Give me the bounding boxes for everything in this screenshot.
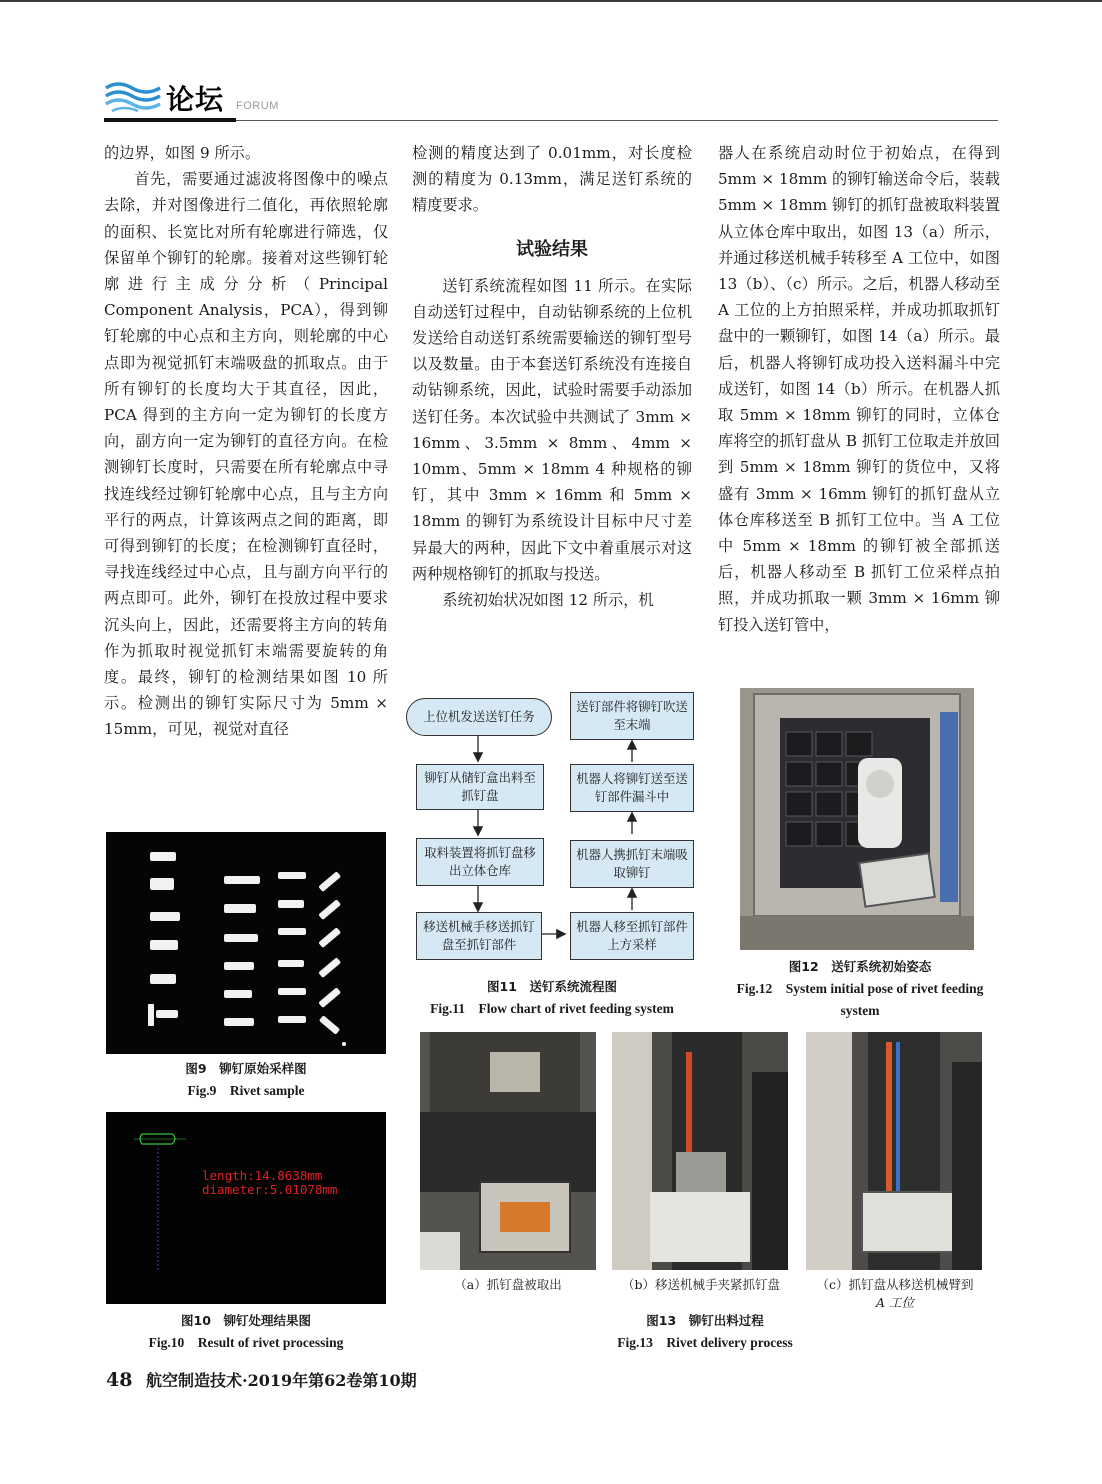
- paragraph: 送钉系统流程如图 11 所示。在实际自动送钉过程中，自动钻铆系统的上位机发送给自动送钉系统需要输送的铆钉型号以及数量。由于本套送钉系统没有连接自动钻铆系统，因此，试验时需要手动添加送钉任务。本次试验中共测试了 3mm × 16mm、3.5mm × 8mm、4mm × 10mm、5mm × 18mm 4 种规格的铆钉，其中 3mm × 16mm 和 5mm × 18mm 的铆钉为系统设计目标中尺寸差异最大的两种，因此下文中着重展示对这两种规格铆钉的抓取与投送。: [412, 276, 692, 583]
- column-1: [104, 140, 388, 743]
- column-2: [412, 140, 692, 613]
- flowchart: [406, 684, 698, 970]
- paragraph: 器人在系统启动时位于初始点，在得到 5mm × 18mm 的铆钉输送命令后，装载 5mm × 18mm 铆钉的抓钉盘被取料装置从立体仓库中取出，如图 13（a）所示，并通过移送机械手转移至 A 工位中，如图 13（b）、（c）所示。之后，机器人移动至 A 工位的上方拍照采样，并成功抓取抓钉盘中的一颗铆钉，如图 14（a）所示。最后，机器人将铆钉成功投入送料漏斗中完成送钉，如图 14（b）所示。在机器人抓取 5mm × 18mm 铆钉的同时，立体仓库将空的抓钉盘从 B 抓钉工位取走并放回到 5mm × 18mm 铆钉的货位中，又将盛有 3mm × 16mm 铆钉的抓钉盘从立体仓库移送至 B 抓钉工位中。当 A 工位中 5mm × 18mm 的铆钉被全部抓送后，机器人移动至 B 抓钉工位采样点拍照，并成功抓取一颗 3mm × 16mm 铆钉投入送钉管中，: [718, 144, 1000, 634]
- flow-step-6: 机器人携抓钉末端吸取铆钉: [570, 840, 694, 888]
- flow-step-4: 移送机械手移送抓钉盘至抓钉部件: [416, 912, 542, 960]
- fig12-caption-cn: 图12 送钉系统初始姿态: [788, 959, 932, 974]
- rivet-contour-drawing: [106, 1112, 386, 1304]
- fig12-caption: [718, 956, 1002, 1022]
- flow-step-2: 铆钉从储钉盒出料至抓钉盘: [416, 764, 544, 810]
- measurement-overlay: [202, 1169, 337, 1197]
- fig11-caption-cn: 图11 送钉系统流程图: [487, 979, 617, 994]
- top-border: [0, 0, 1102, 2]
- length-readout: length:14.8638mm: [202, 1168, 323, 1183]
- header-rule-thin: [236, 120, 998, 121]
- photo-13a-tray-removed: [420, 1032, 596, 1270]
- photo-13b-drawing: [612, 1032, 788, 1270]
- paragraph: 检测的精度达到了 0.01mm，对长度检测的精度为 0.13mm，满足送钉系统的精度要求。: [412, 144, 692, 215]
- rivet-sample-image: [106, 832, 386, 1054]
- flow-step-5: 机器人移至抓钉部件上方采样: [570, 912, 694, 960]
- page-footer: [106, 1368, 417, 1391]
- photo-13b-gripper-clamps-tray: [612, 1032, 788, 1270]
- fig13b-subcaption: （b）移送机械手夹紧抓钉盘: [621, 1277, 780, 1292]
- fig10-caption: [106, 1310, 386, 1354]
- fig13c-subcaption-line1: （c）抓钉盘从移送机械臂到: [816, 1277, 974, 1292]
- fig11-caption-en: Fig.11 Flow chart of rivet feeding system: [430, 1001, 674, 1016]
- section-title-cn: 论坛: [166, 83, 225, 116]
- photo-13c-drawing: [806, 1032, 982, 1270]
- fig10-caption-en: Fig.10 Result of rivet processing: [148, 1335, 344, 1350]
- fig9-caption-en: Fig.9 Rivet sample: [187, 1083, 305, 1098]
- fig9-caption-cn: 图9 铆钉原始采样图: [185, 1061, 307, 1076]
- flow-step-7: 机器人将铆钉送至送钉部件漏斗中: [570, 764, 694, 812]
- section-title-en: FORUM: [236, 100, 279, 112]
- rivet-sample-drawing: [106, 832, 386, 1054]
- system-photo-drawing: [740, 688, 974, 950]
- system-initial-pose-photo: [740, 688, 974, 950]
- section-header: [104, 74, 304, 122]
- rivet-processing-result-image: [106, 1112, 386, 1304]
- paragraph: 系统初始状况如图 12 所示，机: [442, 591, 654, 610]
- diameter-readout: diameter:5.01078mm: [202, 1182, 338, 1197]
- page-number: 48: [106, 1369, 133, 1391]
- flow-step-1: 上位机发送送钉任务: [406, 698, 552, 736]
- fig12-caption-en-line1: Fig.12 System initial pose of rivet feeding: [736, 981, 984, 996]
- flow-step-3: 取料装置将抓钉盘移出立体仓库: [416, 838, 544, 886]
- fig10-caption-cn: 图10 铆钉处理结果图: [181, 1313, 311, 1328]
- fig13a-subcaption: （a）抓钉盘被取出: [454, 1277, 562, 1292]
- fig13c-subcaption: [800, 1276, 990, 1312]
- section-heading: 试验结果: [516, 238, 588, 260]
- fig13-caption-en: Fig.13 Rivet delivery process: [617, 1335, 793, 1350]
- fig9-caption: [106, 1058, 386, 1102]
- column-3: [718, 140, 1000, 638]
- fig12-caption-en-line2: system: [840, 1003, 880, 1018]
- paragraph: 首先，需要通过滤波将图像中的噪点去除，并对图像进行二值化，再依照轮廓的面积、长宽比对所有轮廓进行筛选，仅保留单个铆钉的轮廓。接着对这些铆钉轮廓进行主成分分析（Principal Component Analysis，PCA），得到铆钉轮廓的中心点和主方向，则轮廓的中心点即为视觉抓钉末端吸盘的抓取点。由于所有铆钉的长度均大于其直径，因此，PCA 得到的主方向一定为铆钉的长度方向，副方向一定为铆钉的直径方向。在检测铆钉长度时，只需要在所有轮廓点中寻找连线经过铆钉轮廓中心点，且与主方向平行的两点，计算该两点之间的距离，即可得到铆钉的长度；在检测铆钉直径时，寻找连线经过中心点，且与副方向平行的两点即可。此外，铆钉在投放过程中要求沉头向上，因此，还需要将主方向的转角作为抓取时视觉抓钉末端需要旋转的角度。最终，铆钉的检测结果如图 10 所示。检测出的铆钉实际尺寸为 5mm × 15mm，可见，视觉对直径: [104, 170, 388, 739]
- flow-step-8: 送钉部件将铆钉吹送至末端: [570, 692, 694, 740]
- fig13-caption: [560, 1310, 850, 1354]
- fig13c-subcaption-line2: A 工位: [875, 1295, 914, 1310]
- paragraph: 的边界，如图 9 所示。: [104, 144, 261, 162]
- fig13-caption-cn: 图13 铆钉出料过程: [646, 1313, 764, 1328]
- photo-13c-tray-to-station-a: [806, 1032, 982, 1270]
- header-rule-thick: [104, 118, 236, 122]
- photo-13a-drawing: [420, 1032, 596, 1270]
- journal-citation: 航空制造技术·2019年第62卷第10期: [146, 1371, 417, 1390]
- journal-logo-icon: [104, 80, 162, 112]
- fig11-caption: [406, 976, 698, 1020]
